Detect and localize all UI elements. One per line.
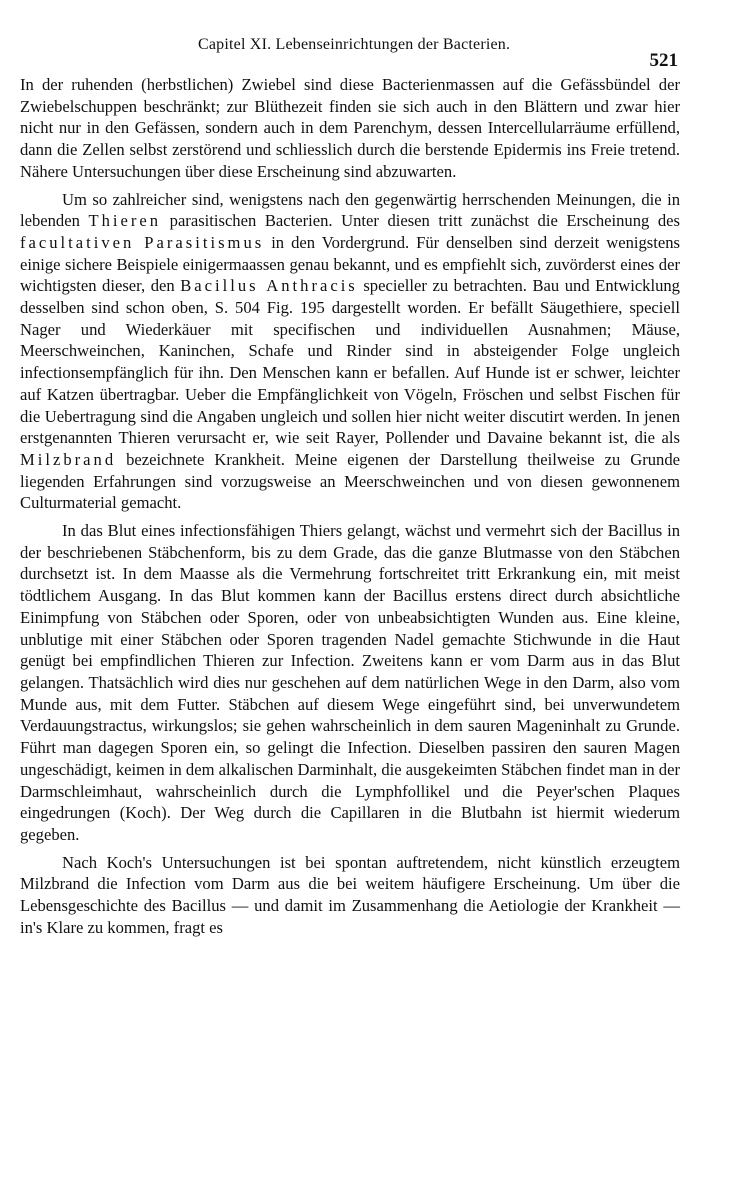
page-number: 521 bbox=[649, 50, 678, 71]
paragraph-4: Nach Koch's Untersuchungen ist bei spontan auftretendem, nicht künstlich erzeugtem Milzbrand die Infection vom Darm aus die bei weitem häufigere Erscheinung. Um über die Lebensgeschichte des Bacillus — und damit im Zusammenhang die Aetiologie der Krankheit — in's Klare zu kommen, fragt es bbox=[20, 852, 680, 937]
paragraph-3: In das Blut eines infectionsfähigen Thiers gelangt, wächst und vermehrt sich der Bacillus in der beschriebenen Stäbchenform, bis zu dem Grade, das die ganze Blutmasse von den Stäbchen durchsetzt ist. In dem Maasse als die Vermehrung fortschreitet tritt Erkrankung ein, mit meist tödtlichem Ausgang. In das Blut kommen kann der Bacillus erstens direct durch absichtliche Einimpfung von Stäbchen oder Sporen, oder von unbeabsichtigten Wunden aus. Eine kleine, unblutige mit einer Stäbchen oder Sporen tragenden Nadel gemachte Stichwunde in die Haut genügt bei empfindlichen Thieren zur Infection. Zweitens kann er vom Darm aus in das Blut gelangen. Thatsächlich wird dies nur geschehen auf dem natürlichen Wege in den Darm, also vom Munde aus, mit dem Futter. Stäbchen auf diesem Wege eingeführt sind, bei unverwundetem Verdauungstractus, wirkungslos; sie gehen wahrscheinlich in dem sauren Mageninhalt zu Grunde. Führt man dagegen Sporen ein, so gelingt die Infection. Dieselben passiren den sauren Magen ungeschädigt, keimen in dem alkalischen Darminhalt, die ausgekeimten Stäbchen findet man in der Darmschleimhaut, wahrscheinlich durch die Lymphfollikel und die Peyer'schen Plaques eingedrungen (Koch). Der Weg durch die Capillaren in die Blutbahn ist hiermit wiederum gegeben. bbox=[20, 521, 680, 844]
running-head: Capitel XI. Lebenseinrichtungen der Bacterien. bbox=[198, 36, 511, 53]
emphasized-term: Bacillus Anthracis bbox=[180, 276, 358, 296]
text-span: specieller zu betrachten. Bau und Entwicklung desselben sind schon oben, S. 504 Fig. 195 dargestellt worden. Er befällt Säugethiere, speciell Nager und Wiederkäuer mit specifischen und individuellen Ausnahmen; Mäuse, Meerschweinchen, Kaninchen, Schafe und Rinder sind in absteigender Folge ungleich infectionsempfänglich für ihn. Den Menschen kann er befallen. Auf Hunde ist er schwer, leichter auf Katzen übertragbar. Ueber die Empfänglichkeit von Vögeln, Fröschen und selbst Fischen für die Uebertragung sind die Angaben ungleich und sollen hier nicht weiter discutirt werden. In jenen erstgenannten Thieren verursacht er, wie seit Rayer, Pollender und Davaine bekannt ist, die als bbox=[20, 276, 680, 448]
paragraph-2 bbox=[20, 189, 680, 515]
text-span: parasitischen Bacterien. Unter diesen tritt zunächst die Erscheinung des bbox=[169, 211, 680, 231]
body-text bbox=[20, 74, 680, 944]
text-span: bezeichnete Krankheit. Meine eigenen der Darstellung theilweise zu Grunde liegenden Erfahrungen sind vorzugsweise an Meerschweinchen und von diesen gewonnenem Culturmaterial gemacht. bbox=[20, 449, 680, 513]
paragraph-1: In der ruhenden (herbstlichen) Zwiebel sind diese Bacterienmassen auf die Gefässbündel der Zwiebelschuppen beschränkt; zur Blüthezeit finden sie sich auch in den Blättern und zwar hier nicht nur in den Gefässen, sondern auch in dem Parenchym, dessen Intercellularräume erfüllend, dann die Zellen selbst zerstörend und schliesslich durch die berstende Epidermis ins Freie tretend. Nähere Untersuchungen über diese Erscheinung sind abzuwarten. bbox=[20, 75, 680, 181]
text-span: Um so zahlreicher sind, wenigstens nach den gegenwärtig herrschenden Meinungen, die in lebenden bbox=[20, 189, 680, 231]
emphasized-term: Milzbrand bbox=[20, 449, 117, 469]
emphasized-term: Thieren bbox=[88, 211, 162, 231]
emphasized-term: facultativen Parasitismus bbox=[20, 232, 265, 252]
page-header bbox=[0, 36, 740, 71]
text-span: in den Vordergrund. Für denselben sind derzeit wenigstens einige sichere Beispiele einigermaassen genau bekannt, und es empfiehlt sich, zuvörderst eines der wichtigsten dieser, den bbox=[20, 232, 680, 296]
